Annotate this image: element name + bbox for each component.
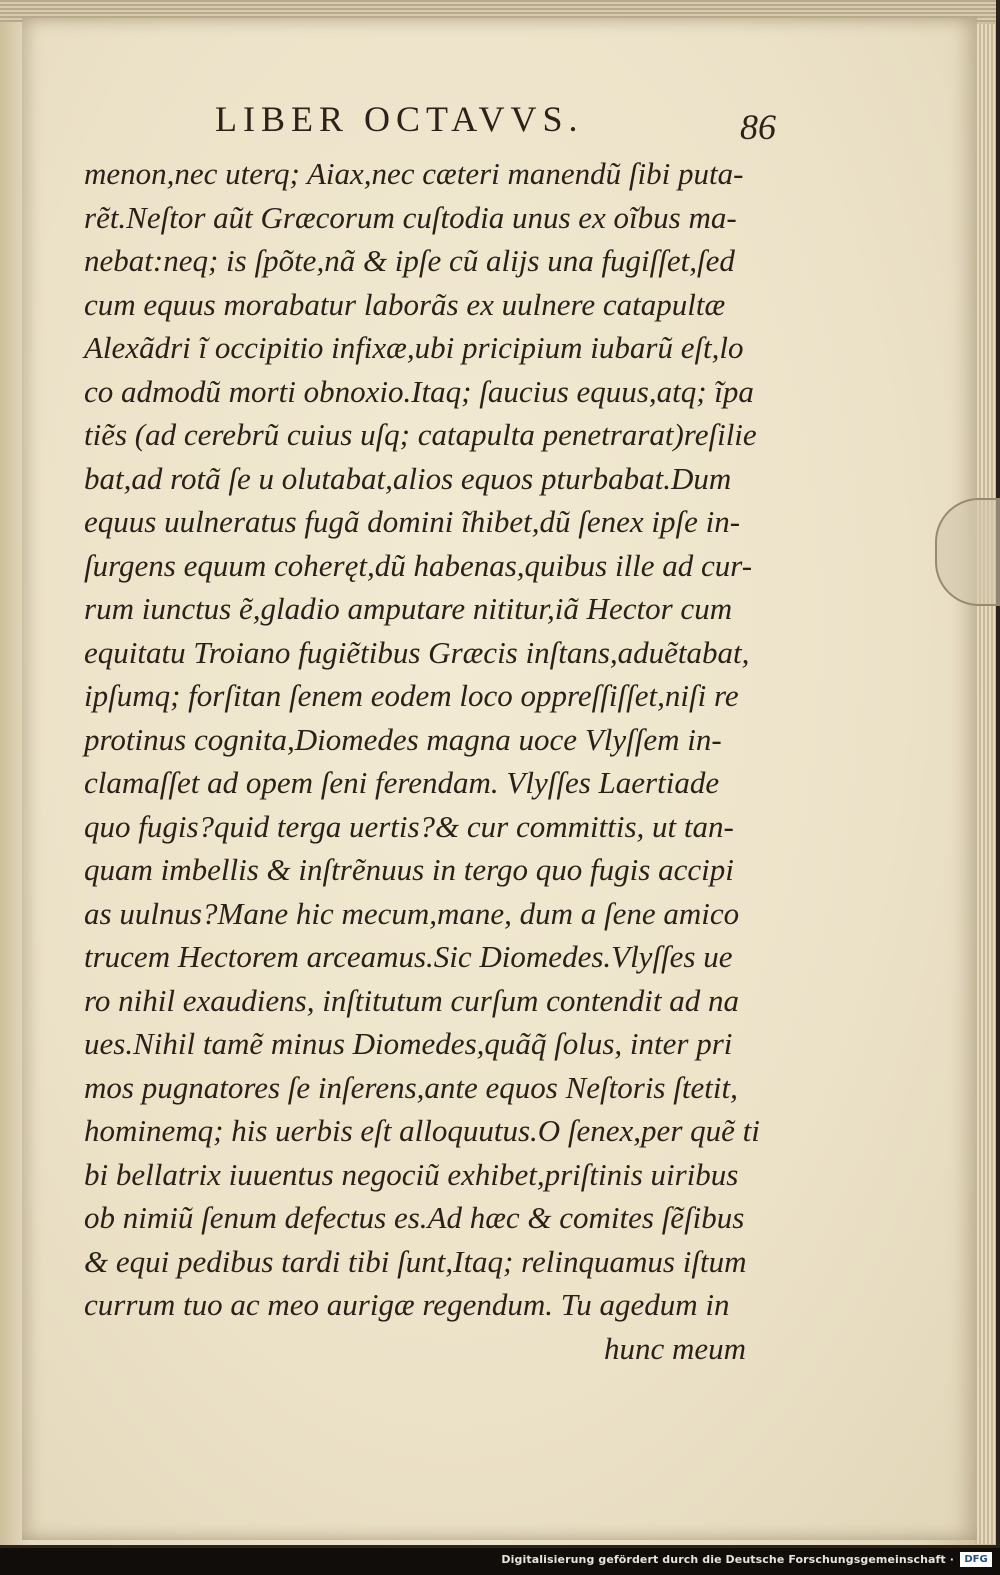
- dfg-logo: DFG: [960, 1552, 992, 1567]
- text-line: bat,ad rotã ſe u olutabat,alios equos pturbabat.Dum: [84, 460, 732, 496]
- text-line: equus uulneratus fugã domini ĩhibet,dũ ſenex ipſe in-: [84, 504, 741, 539]
- text-line: Alexãdri ĩ occipitio infixæ,ubi pricipium iubarũ eſt,lo: [84, 330, 744, 365]
- text-line: ro nihil exaudiens, inſtitutum curſum contendit ad na: [84, 982, 739, 1018]
- text-line: ues.Nihil tamẽ minus Diomedes,quãq̃ ſolus, inter pri: [84, 1026, 733, 1061]
- text-line: nebat:neq; is ſpõte,nã & ipſe cũ alijs una fugiſſet,ſed: [84, 243, 735, 278]
- text-line: menon,nec uterq; Aiax,nec cæteri manendũ ſibi puta-: [84, 156, 744, 191]
- text-line: protinus cognita,Diomedes magna uoce Vlyſſem in-: [84, 721, 722, 757]
- text-line: trucem Hectorem arceamus.Sic Diomedes.Vlyſſes ue: [84, 939, 733, 974]
- catchword: hunc meum: [604, 1330, 747, 1366]
- text-line: as uulnus?Mane hic mecum,mane, dum a ſene amico: [84, 895, 740, 931]
- page-holder-clip: [935, 498, 1000, 606]
- text-line: equitatu Troiano fugiẽtibus Græcis inſtans,aduẽtabat,: [84, 634, 750, 670]
- text-line: ipſumq; forſitan ſenem eodem loco oppreſſiſſet,niſi re: [84, 678, 739, 713]
- text-line: tiẽs (ad cerebrũ cuius uſq; catapulta penetrarat)reſilie: [84, 417, 757, 452]
- right-page-leaves: [975, 24, 996, 1544]
- text-line: quam imbellis & inſtrẽnuus in tergo quo fugis accipi: [84, 852, 734, 887]
- text-line: cum equus morabatur laborãs ex uulnere catapultæ: [84, 286, 726, 322]
- text-line: quo fugis?quid terga uertis?& cur committis, ut tan-: [84, 808, 734, 844]
- running-head: LIBER OCTAVVS.: [215, 99, 584, 139]
- text-line: bi bellatrix iuuentus negociũ exhibet,priſtinis uiribus: [84, 1156, 739, 1192]
- text-line: ſurgens equum coheręt,dũ habenas,quibus ille ad cur-: [84, 547, 753, 583]
- text-line: rum iunctus ẽ,gladio amputare nititur,iã Hector cum: [84, 591, 733, 626]
- text-line: clamaſſet ad opem ſeni ferendam. Vlyſſes Laertiade: [84, 765, 720, 800]
- text-block: [84, 152, 784, 1370]
- text-line: co admodũ morti obnoxio.Itaq; ſaucius equus,atq; ĩpa: [84, 373, 754, 409]
- text-line: mos pugnatores ſe inſerens,ante equos Neſtoris ſtetit,: [84, 1069, 738, 1105]
- text-line: ob nimiũ ſenum defectus es.Ad hæc & comites ſẽſibus: [84, 1200, 745, 1235]
- text-line: currum tuo ac meo aurigæ regendum. Tu agedum in: [84, 1287, 730, 1322]
- text-line: hominemq; his uerbis eſt alloquutus.O ſenex,per quẽ ti: [84, 1113, 760, 1148]
- text-line: rẽt.Neſtor aũt Græcorum cuſtodia unus ex oĩbus ma-: [84, 199, 737, 235]
- folio-number: 86: [740, 107, 776, 147]
- digitization-credit: Digitalisierung gefördert durch die Deutsche Forschungsgemeinschaft ·: [501, 1553, 954, 1566]
- text-line: & equi pedibus tardi tibi ſunt,Itaq; relinquamus iſtum: [84, 1243, 747, 1279]
